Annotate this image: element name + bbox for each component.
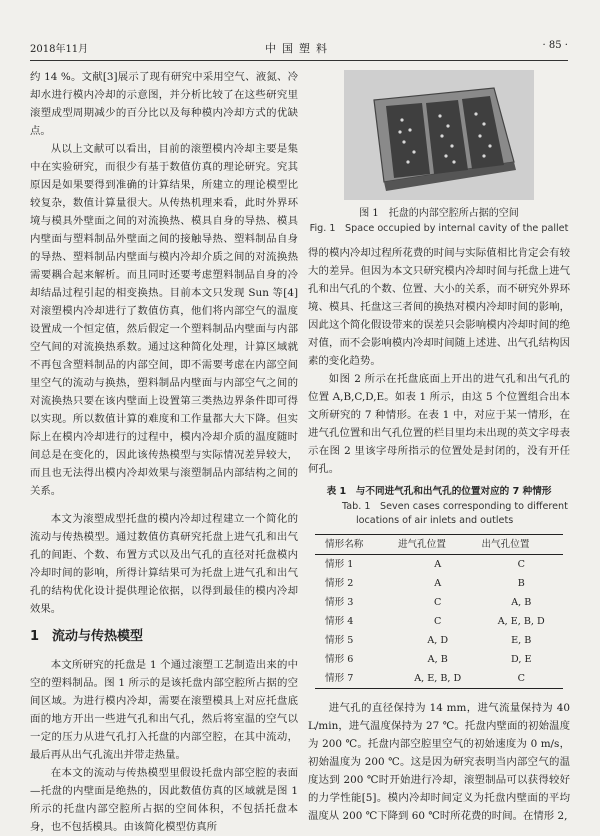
table-row — [315, 631, 563, 650]
right-column — [308, 68, 570, 825]
header-rule — [30, 60, 568, 61]
section-heading: 1 流动与传热模型 — [30, 629, 144, 644]
left-column — [30, 68, 298, 836]
cell-inlet: A — [434, 559, 442, 570]
figure-1 — [308, 70, 570, 236]
cell-inlet: A — [434, 578, 442, 589]
cell-outlet: A, B — [511, 597, 532, 608]
paragraph: 在本文的流动与传热模型里假设托盘内部空腔的表面—托盘的内壁面是绝热的，因此数值仿真的区域就是图 1 所示的托盘内部空腔所占据的空间体积，不包括托盘本身，也不包括模具。由该简化模型仿真所 — [30, 767, 298, 833]
table-row — [315, 574, 563, 593]
cell-outlet: C — [517, 673, 525, 684]
cell-case: 情形 1 — [325, 559, 354, 570]
cell-inlet: C — [434, 616, 442, 627]
table-row — [315, 650, 563, 669]
running-header — [30, 40, 568, 56]
figure-caption-en: Fig. 1 Space occupied by internal cavity of the pallet — [309, 223, 569, 234]
cell-inlet: C — [434, 597, 442, 608]
paragraph: 约 14 %。文献[3]展示了现有研究中采用空气、液氮、冷却水进行模内冷却的示意图，并分析比较了在这些研究里滚塑成型周期减少的百分比以及每种模内冷却方式的优缺点。 — [30, 71, 298, 137]
cases-table — [315, 534, 563, 689]
cell-outlet: C — [517, 559, 525, 570]
table-row — [315, 593, 563, 612]
paragraph: 从以上文献可以看出，目前的滚塑模内冷却主要是集中在实验研究，而很少有基于数值仿真的理论研究。究其原因是如果要得到准确的计算结果，所建立的理论模型比较复杂，数值计算量很大。从传热机理来看，此时外界环境与模具外壁面之间的对流换热、模具自身的导热、模具内壁面与塑料制品外壁面之间的接触导热、塑料制品自身的导热、塑料制品内壁面与模内冷却介质之间的对流换热需要耦合起来解析。而且同时还要考虑塑料制品自身的冷却结晶过程引起的相变换热。目前本文只发现 Sun 等[4]对滚塑模内冷却进行了数值仿真，他们将内部空气的温度设置成一个恒定值，然后假定一个塑料制品内壁面与内部空气间的对流换热系数。通过这种简化处理，计算区域就不再包含塑料制品的内部空间，即不需要考虑在内部空间里空气的流动与换热，塑料制品内壁面与内部空气之间的对流换热只要在该内壁面上设置第三类热边界条件即可得以实现。所以数值计算的难度和工作量都大大下降。但实际上在模内冷却进行的过程中，模内冷却介质的温度随时间总是在变化的，因此该传热模型与实际情况差异较大，而且也无法得出模内冷却效果与滚塑制品内部结构之间的关系。 — [30, 143, 298, 497]
cell-outlet: D, E — [511, 654, 532, 665]
cell-case: 情形 3 — [325, 597, 354, 608]
paragraph: 得的模内冷却过程所花费的时间与实际值相比肯定会有较大的差异。但因为本文只研究模内冷却时间与托盘上进气孔和出气孔的个数、位置、大小的关系，而不研究外界环境、模具、托盘这三者间的换热对模内冷却时间的影响，因此这个简化假设带来的误差只会影响模内冷却时间的绝对值，而不会影响模内冷却时间随上述进、出气孔结构因素的变化趋势。 — [308, 247, 570, 367]
cell-outlet: E, B — [511, 635, 532, 646]
paragraph: 进气孔的直径保持为 14 mm，进气流量保持为 40 L/min，进气温度保持为 27 ℃。托盘内壁面的初始温度为 200 ℃。托盘内部空腔里空气的初始速度为 0 m/s，初始温度为 200 ℃。这是因为研究表明当内部空气的温度达到 200 ℃时开始进行冷却，滚塑制品可以获得较好的力学性能[5]。模内冷却时间定义为托盘内壁面的平均温度从 200 ℃下降到 60 ℃时所花费的时间。在情形 2, — [308, 702, 570, 822]
col-header-case: 情形名称 — [325, 539, 364, 550]
header-page-number: · 85 · — [542, 40, 568, 51]
cell-outlet: A, E, B, D — [497, 616, 545, 627]
table-row — [315, 612, 563, 631]
cell-case: 情形 5 — [325, 635, 354, 646]
cell-case: 情形 7 — [325, 673, 354, 684]
cell-inlet: A, B — [427, 654, 448, 665]
table-title-en-2: locations of air inlets and outlets — [356, 515, 514, 526]
pallet-cavity-photo — [344, 70, 534, 200]
table-title-cn: 表 1 与不同进气孔和出气孔的位置对应的 7 种情形 — [326, 486, 552, 497]
cell-case: 情形 2 — [325, 578, 354, 589]
cell-inlet: A, D — [427, 635, 449, 646]
cell-case: 情形 4 — [325, 616, 354, 627]
table-title-en: Tab. 1 Seven cases corresponding to different — [342, 501, 568, 512]
cell-inlet: A, E, B, D — [414, 673, 462, 684]
paragraph: 本文为滚塑成型托盘的模内冷却过程建立一个简化的流动与传热模型。通过数值仿真研究托盘上进气孔和出气孔的间距、个数、布置方式以及出气孔的直径对托盘模内冷却时间的影响，所得计算结果可为托盘上进气孔和出气孔的结构优化设计提供理论依据，以得到最佳的模内冷却效果。 — [30, 513, 298, 615]
cell-outlet: B — [517, 578, 525, 589]
col-header-outlet: 出气孔位置 — [481, 539, 530, 550]
header-journal-title: 中国塑料 — [265, 42, 333, 55]
cell-case: 情形 6 — [325, 654, 354, 665]
table-row — [315, 555, 563, 575]
paragraph: 如图 2 所示在托盘底面上开出的进气孔和出气孔的位置 A,B,C,D,E。如表 1 所示，由这 5 个位置组合出本文所研究的 7 种情形。在表 1 中，对应于某一情形，在进气孔位置和出气孔位置的栏目里均未出现的英文字母表示在图 2 里该字母所指示的位置处是封闭的，没有开任何孔。 — [308, 373, 570, 475]
figure-caption-cn: 图 1 托盘的内部空腔所占据的空间 — [359, 208, 519, 219]
pallet-cavity-image — [344, 70, 534, 200]
header-date: 2018年11月 — [30, 44, 89, 55]
table-row — [315, 669, 563, 689]
col-header-inlet: 进气孔位置 — [397, 539, 446, 550]
table-header-row — [315, 535, 563, 555]
paragraph: 本文所研究的托盘是 1 个通过滚塑工艺制造出来的中空的塑料制品。图 1 所示的是该托盘内部空腔所占据的空间区域。为进行模内冷却，需要在滚塑模具上对应托盘底面的地方开出一些进气孔和出气孔，然后将室温的空气以一定的压力从进气孔打入托盘的内部空腔，在其中流动，最后再从出气孔流出并带走热量。 — [30, 659, 298, 761]
